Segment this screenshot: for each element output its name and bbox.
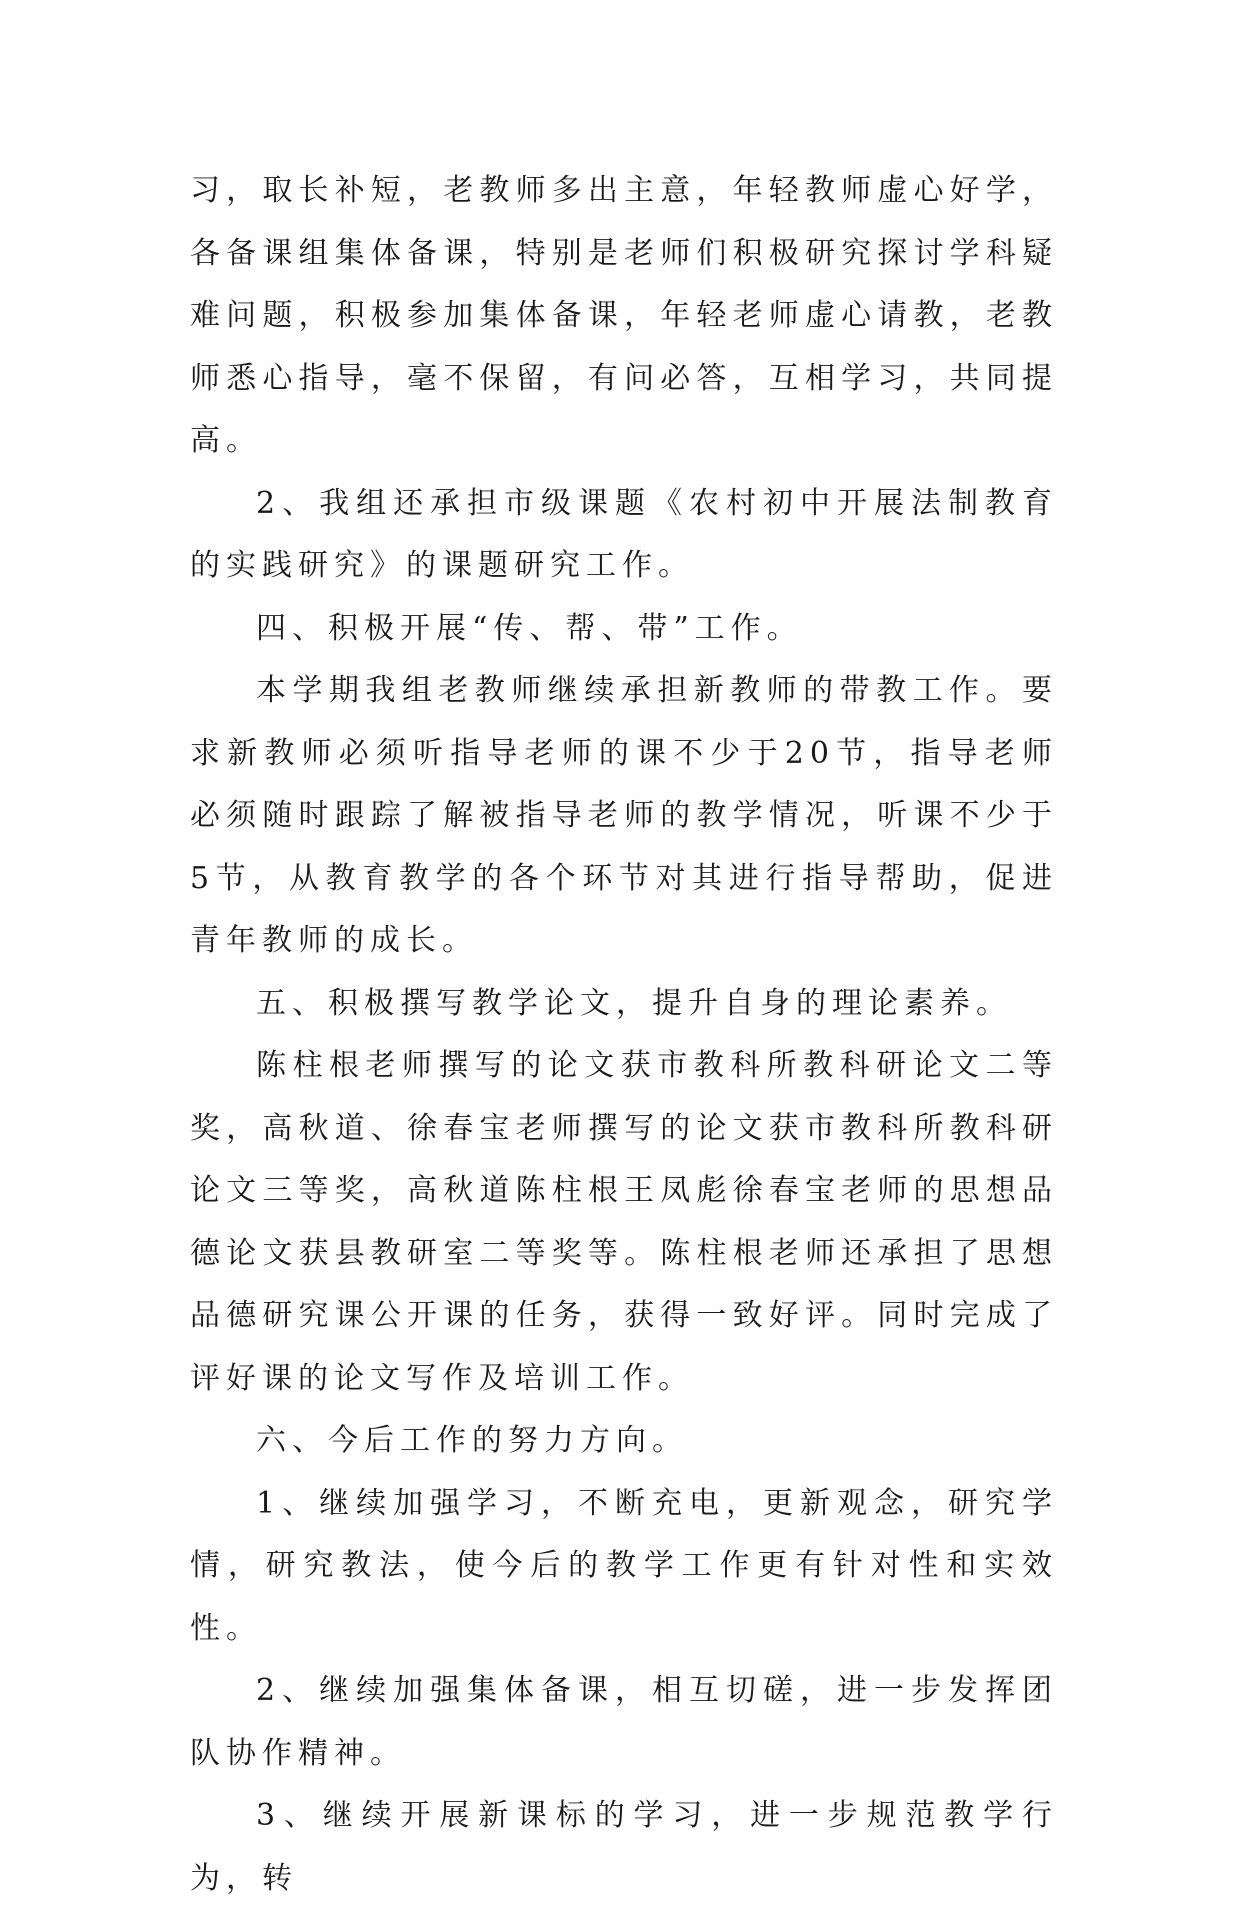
- paragraph-6: 陈柱根老师撰写的论文获市教科所教科研论文二等奖，高秋道、徐春宝老师撰写的论文获市教科所教科研论文三等奖，高秋道陈柱根王凤彪徐春宝老师的思想品德论文获县教研室二等奖等。陈柱根老师还承担了思想品德研究课公开课的任务，获得一致好评。同时完成了评好课的论文写作及培训工作。: [190, 1048, 1058, 1396]
- section-heading-6: 六、今后工作的努力方向。: [256, 1423, 688, 1458]
- section-heading-4: 四、积极开展“传、帮、带”工作。: [256, 610, 803, 646]
- list-item-2: 2、继续加强集体备课，相互切磋，进一步发挥团队协作精神。: [190, 1673, 1058, 1771]
- paragraph-1: 习，取长补短，老教师多出主意，年轻教师虚心好学，各备课组集体备课，特别是老师们积极研究探讨学科疑难问题，积极参加集体备课，年轻老师虚心请教，老教师悉心指导，毫不保留，有问必答，互相学习，共同提高。: [190, 173, 1058, 458]
- list-item-3: 3、继续开展新课标的学习，进一步规范教学行为，转: [190, 1798, 1058, 1896]
- paragraph-4: 本学期我组老教师继续承担新教师的带教工作。要求新教师必须听指导老师的课不少于20节，指导老师必须随时跟踪了解被指导老师的教学情况，听课不少于5节，从教育教学的各个环节对其进行指导帮助，促进青年教师的成长。: [190, 673, 1058, 958]
- section-heading-5: 五、积极撰写教学论文，提升自身的理论素养。: [256, 985, 1012, 1021]
- list-item-1: 1、继续加强学习，不断充电，更新观念，研究学情，研究教法，使今后的教学工作更有针对性和实效性。: [190, 1485, 1058, 1646]
- document-body: [190, 160, 1058, 1910]
- paragraph-2: 2、我组还承担市级课题《农村初中开展法制教育的实践研究》的课题研究工作。: [190, 485, 1058, 583]
